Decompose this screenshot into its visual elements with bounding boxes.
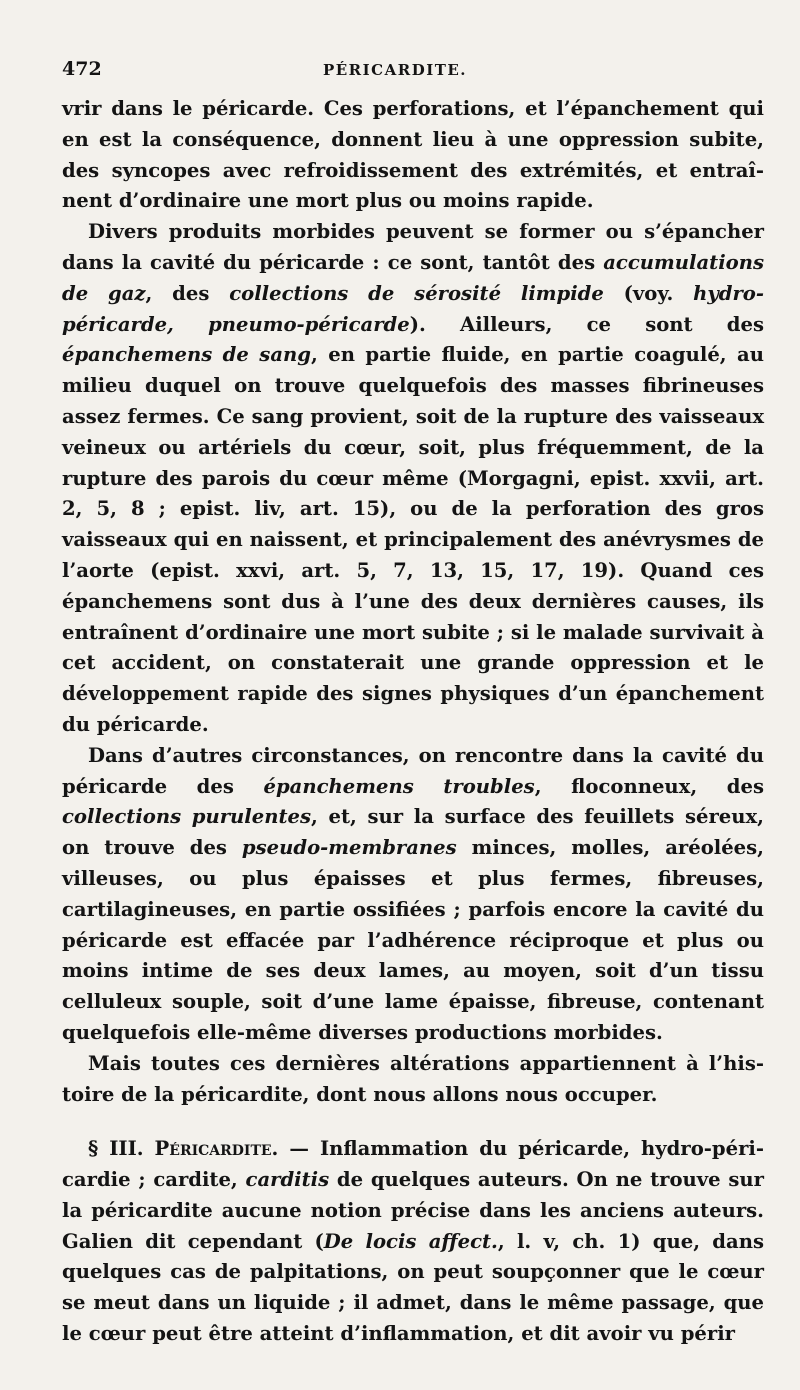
text-run: , en partie fluide, en partie coagulé, au milieu duquel on trouve quelquefois des masses fibrineuses assez fermes. Ce sang provient, soit de la rupture des vaisseaux veineux ou artériels du cœur, soit, plus fréquemment, de la rupture des parois du cœur même (Morgagni, epist. xxvii, art. 2, 5, 8 ; epist. liv, art. 15), ou de la perforation des gros vaisseaux qui en naissent, et principalement des anévrysmes de l’aorte (epist. xxvi, art. 5, 7, 13, 15, 17, 19). Quand ces épanchemens sont dus à l’une des deux dernières causes, ils entraînent d’ordinaire une mort subite ; si le malade survivait à cet accident, on constaterait une grande oppression et le développement rapide des signes physiques d’un épanchement du péricarde. [62, 343, 764, 736]
text-run: , floconneux, des [534, 774, 764, 798]
text-run: (voy. [603, 281, 694, 305]
italic-text: collections de sérosité limpide [229, 281, 604, 305]
italic-text: accumulations de gaz [62, 250, 764, 305]
italic-text: pseudo-membranes [241, 836, 457, 860]
paragraph [62, 94, 764, 217]
text-run: Mais toutes ces dernières altérations appartiennent à l’histoire de la péricardite, dont nous allons nous occuper. [62, 1051, 764, 1106]
italic-text: épanchemens troubles [263, 774, 535, 798]
paragraph [62, 217, 764, 741]
text-run: , et, sur la surface des feuillets séreux, on trouve des [62, 805, 764, 860]
text-run: , l. v, ch. 1) que, dans quelques cas de palpitations, on peut soupçonner que le cœur se meut dans un liquide ; il admet, dans le même passage, que le cœur peut être atteint d’inflammation, et dit avoir vu périr [62, 1229, 764, 1346]
running-head [62, 58, 764, 94]
text-run: Dans d’autres circonstances, on rencontre dans la cavité du péricarde des [62, 743, 764, 798]
text-run: de quelques auteurs. On ne trouve sur la péricardite aucune notion précise dans les anciens auteurs. Galien dit cependant ( [62, 1168, 764, 1253]
italic-text: De locis affect. [323, 1229, 498, 1253]
text-run: Divers produits morbides peuvent se former ou s’épancher dans la cavité du péricarde : ce sont, tantôt des [62, 220, 764, 274]
text-run: minces, molles, aréolées, villeuses, ou plus épaisses et plus fermes, fibreuses, cartilagineuses, en partie ossifiées ; parfois encore la cavité du péricarde est effacée par l’adhérence réciproque et plus ou moins intime de ses deux lames, au moyen, soit d’un tissu celluleux souple, soit d’une lame épaisse, fibreuse, contenant quelquefois elle-même diverses productions morbides. [62, 836, 764, 1044]
body-text [62, 94, 764, 1350]
page-number: 472 [62, 58, 102, 80]
italic-text: épanchemens de sang [62, 343, 311, 367]
italic-text: hydro-péricarde, pneumo-péricarde [62, 281, 765, 336]
text-run: ). Ailleurs, ce sont des [409, 312, 764, 336]
text-run: § III. [88, 1137, 155, 1161]
text-run: vrir dans le péricarde. Ces perforations, et l’épanchement qui en est la conséquence, donnent lieu à une oppression subite, des syncopes avec refroidissement des extrémités, et entraînent d’ordinaire une mort plus ou moins rapide. [62, 97, 764, 213]
running-title: PÉRICARDITE. [322, 61, 468, 79]
paragraph [62, 1049, 764, 1111]
italic-text: collections purulentes [62, 805, 312, 829]
section-heading-text: Péricardite. [154, 1137, 279, 1161]
text-run: — Inflammation du péricarde, hydro-péricardie ; cardite, [62, 1137, 764, 1192]
text-run: , des [145, 281, 230, 305]
paragraph [62, 741, 764, 1049]
italic-text: carditis [245, 1168, 330, 1192]
section-paragraph [62, 1134, 764, 1350]
